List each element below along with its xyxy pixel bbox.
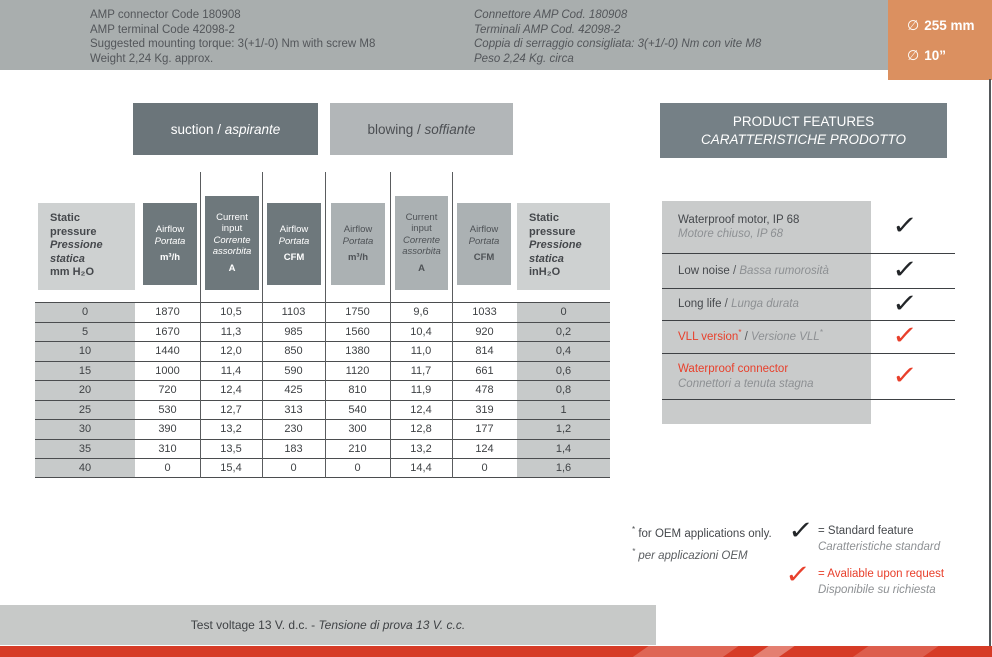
legend-oem-en: * for OEM applications only. (632, 525, 772, 540)
performance-table (35, 172, 610, 478)
table-cell: 11,3 (220, 325, 242, 338)
table-cell: 10,4 (410, 325, 432, 338)
col-header-current-suction: Current input Corrente assorbita A (205, 196, 259, 290)
table-cell: 15 (35, 362, 135, 381)
table-cell: 30 (35, 420, 135, 439)
table-cell: 540 (348, 403, 367, 416)
legend-request (818, 567, 944, 598)
table-cell: 35 (35, 440, 135, 459)
table-cell: 40 (35, 459, 135, 477)
spec-line-en: Weight 2,24 Kg. approx. (90, 52, 214, 65)
bottom-red-stripe (0, 646, 992, 657)
spec-line-it: Peso 2,24 Kg. circa (474, 52, 574, 65)
table-cell: 0 (481, 461, 488, 474)
table-cell: 1670 (155, 325, 180, 338)
table-cell: 1120 (345, 364, 370, 377)
table-cell: 11,9 (410, 384, 432, 397)
product-features-title-it: CARATTERISTICHE PRODOTTO (700, 131, 906, 147)
table-cell: 11,7 (410, 364, 432, 377)
table-cell: 1750 (345, 306, 370, 319)
spec-line-it: Connettore AMP Cod. 180908 (474, 9, 628, 21)
stripe-streak (743, 646, 803, 657)
stripe-streak (623, 646, 747, 657)
table-row (35, 380, 610, 400)
table-cell: 1380 (345, 345, 370, 358)
table-cell: 5 (35, 323, 135, 342)
spec-list-en (90, 8, 375, 66)
feature-label: Long life / Lunga durata (678, 298, 799, 311)
spec-line-it: Coppia di serraggio consigliata: 3(+1/-0) Nm con vite M8 (474, 38, 762, 50)
table-cell: 1000 (155, 364, 180, 377)
feature-label: VLL version* / Versione VLL* (678, 327, 823, 343)
table-cell: 0,8 (517, 381, 610, 400)
legend-oem-note (632, 521, 772, 565)
table-cell: 920 (475, 325, 494, 338)
table-row (35, 341, 610, 361)
features-panel (662, 201, 955, 400)
table-cell: 0,6 (517, 362, 610, 381)
stripe-streak (843, 646, 947, 657)
table-cell: 310 (158, 442, 177, 455)
table-grid-line (200, 172, 201, 478)
legend-request-en: = Avaliable upon request (818, 568, 945, 580)
table-cell: 183 (284, 442, 303, 455)
table-cell: 10 (35, 342, 135, 361)
product-features-title (660, 103, 947, 158)
table-cell: 13,2 (220, 423, 242, 436)
table-cell: 230 (284, 423, 303, 436)
legend-standard (818, 524, 940, 555)
table-cell: 1,4 (517, 440, 610, 459)
table-cell: 661 (475, 364, 494, 377)
col-header-static-inh2o: Static pressure Pressione statica inH₂O (517, 203, 610, 290)
legend-request-it: Disponibile su richiesta (818, 583, 936, 596)
table-cell: 12,4 (220, 384, 242, 397)
table-cell: 0,4 (517, 342, 610, 361)
table-cell: 390 (158, 423, 177, 436)
table-cell: 25 (35, 401, 135, 420)
col-header-static-mmh2o: Static pressure Pressione statica mm H₂O (38, 203, 135, 290)
table-cell: 1033 (472, 306, 497, 319)
diameter-mm: ∅ 255 mm (907, 17, 975, 33)
table-cell: 1560 (345, 325, 370, 338)
table-row (35, 322, 610, 342)
legend-standard-it: Caratteristiche standard (818, 540, 941, 553)
spec-line-en: AMP connector Code 180908 (90, 9, 241, 21)
legend-standard-en: = Standard feature (818, 525, 914, 537)
table-cell: 0 (517, 303, 610, 322)
spec-list-it (474, 8, 761, 66)
spec-line-it: Terminali AMP Cod. 42098-2 (474, 23, 621, 36)
table-grid-line (452, 172, 453, 478)
table-cell: 124 (475, 442, 494, 455)
table-cell: 10,5 (220, 306, 242, 319)
table-cell: 0 (290, 461, 297, 474)
table-cell: 0 (354, 461, 361, 474)
datasheet-page: AMP connector Code 180908 AMP terminal Code 42098-2 Suggested mounting torque: 3(+1/-0) Nm with screw M8 Weight 2,24 Kg. approx. Connettore AMP Cod. 180908 Terminali AMP Cod. 42098-2 Coppia di serraggio consigliata: 3(+1/-0) Nm con vite M8 Peso 2,24 Kg. circa ∅ 255 mm ∅ 10” suction / aspirante blowing / soffiante PRODUCT FEATURES CARATTERISTICHE PRODOTTO Static pressure Pressione statica mm H₂O Airflow Portata m³/h Current input Corrente assorbita A Airflow Portata CFM Airflow Portata m³/h Current input Corrente assorbita A Airflow Portata CFM Static pressure Pressione statica inH₂O 0 1870 10,5 1103 1750 9,6 1033 0 5 1670 11,3 985 1560 10,4 920 0,2 10 1440 12,0 850 1380 11,0 814 0,4 15 1000 11,4 590 1120 11,7 661 0,6 20 720 12,4 425 810 11,9 478 0,8 25 530 12,7 313 540 12,4 319 1 30 390 13,2 230 300 12,8 177 1,2 35 310 13,5 183 210 13,2 124 1,4 40 0 15,4 0 0 14,4 0 1,6 Waterproof motor, IP 68 Motore chiuso, IP 68 ✓ Low noise / Bassa rumorosità ✓ Long life / Lunga durata ✓ VLL version* / Versione VLL* ✓ Waterproof connector Connettori a tenuta stagna ✓ * for OEM applications only. * per applicazioni OEM ✓ = Standard feature Caratteristiche standard ✓ = Avaliable upon request Disponibile su richiesta Test voltage 13 V. d.c. - Tensione di prova 13 V. c.c. (0, 0, 992, 657)
col-header-current-blowing: Current input Corrente assorbita A (395, 196, 448, 290)
diameter-icon: ∅ (907, 47, 920, 63)
table-cell: 12,7 (220, 403, 242, 416)
feature-row: Low noise / Bassa rumorosità ✓ (662, 254, 955, 289)
product-features-title-en: PRODUCT FEATURES (732, 114, 875, 129)
table-cell: 12,8 (410, 423, 432, 436)
test-voltage-bar: Test voltage 13 V. d.c. - Tensione di prova 13 V. c.c. (0, 605, 656, 645)
table-row (35, 361, 610, 381)
table-row (35, 458, 610, 478)
feature-label: Waterproof motor, IP 68 Motore chiuso, IP 68 (678, 213, 800, 240)
table-cell: 313 (284, 403, 303, 416)
feature-label: Waterproof connector Connettori a tenuta stagna (678, 363, 814, 390)
col-header-airflow-m3h-suction: Airflow Portata m³/h (143, 203, 197, 285)
table-cell: 0,2 (517, 323, 610, 342)
table-cell: 478 (475, 384, 494, 397)
feature-row: Long life / Lunga durata ✓ (662, 289, 955, 321)
table-cell: 1440 (155, 345, 180, 358)
feature-row: Waterproof connector Connettori a tenuta stagna ✓ (662, 354, 955, 400)
col-header-airflow-m3h-blowing: Airflow Portata m³/h (331, 203, 385, 285)
diameter-inch: ∅ 10” (907, 47, 946, 63)
features-list (662, 201, 955, 400)
table-cell: 590 (284, 364, 303, 377)
table-grid-line (325, 172, 326, 478)
spec-line-en: Suggested mounting torque: 3(+1/-0) Nm with screw M8 (90, 38, 376, 50)
diameter-icon: ∅ (907, 17, 920, 33)
feature-label: Low noise / Bassa rumorosità (678, 264, 829, 277)
col-header-airflow-cfm-suction: Airflow Portata CFM (267, 203, 321, 285)
table-cell: 1103 (281, 306, 306, 319)
table-grid-line (262, 172, 263, 478)
table-cell: 12,4 (410, 403, 432, 416)
table-cell: 13,5 (220, 442, 242, 455)
table-row (35, 400, 610, 420)
legend-oem-it: * per applicazioni OEM (632, 546, 748, 562)
table-cell: 720 (158, 384, 177, 397)
table-row (35, 302, 610, 322)
table-cell: 11,4 (220, 364, 242, 377)
table-cell: 9,6 (413, 306, 429, 319)
section-bar-blowing: blowing / soffiante (330, 103, 513, 155)
diameter-badge (888, 0, 992, 80)
table-cell: 1,6 (517, 459, 610, 477)
table-cell: 210 (348, 442, 367, 455)
table-cell: 300 (348, 423, 367, 436)
table-cell: 1,2 (517, 420, 610, 439)
feature-row: VLL version* / Versione VLL* ✓ (662, 321, 955, 354)
spec-line-en: AMP terminal Code 42098-2 (90, 23, 235, 36)
feature-row: Waterproof motor, IP 68 Motore chiuso, IP 68 ✓ (662, 201, 955, 254)
table-cell: 14,4 (410, 461, 432, 474)
col-header-airflow-cfm-blowing: Airflow Portata CFM (457, 203, 511, 285)
table-cell: 0 (164, 461, 171, 474)
table-cell: 850 (284, 345, 303, 358)
table-cell: 20 (35, 381, 135, 400)
page-edge-line (989, 79, 991, 646)
table-cell: 0 (35, 303, 135, 322)
table-cell: 12,0 (220, 345, 242, 358)
table-cell: 1870 (155, 306, 180, 319)
table-body (35, 302, 610, 478)
table-cell: 15,4 (220, 461, 242, 474)
table-cell: 13,2 (410, 442, 432, 455)
table-cell: 814 (475, 345, 494, 358)
spec-header-bar (0, 0, 888, 70)
table-cell: 1 (517, 401, 610, 420)
table-cell: 425 (284, 384, 303, 397)
table-cell: 985 (284, 325, 303, 338)
table-cell: 810 (348, 384, 367, 397)
table-cell: 11,0 (410, 345, 432, 358)
table-row (35, 419, 610, 439)
table-cell: 530 (158, 403, 177, 416)
section-bar-suction: suction / aspirante (133, 103, 318, 155)
table-cell: 177 (475, 423, 494, 436)
table-grid-line (390, 172, 391, 478)
table-row (35, 439, 610, 459)
table-cell: 319 (475, 403, 494, 416)
